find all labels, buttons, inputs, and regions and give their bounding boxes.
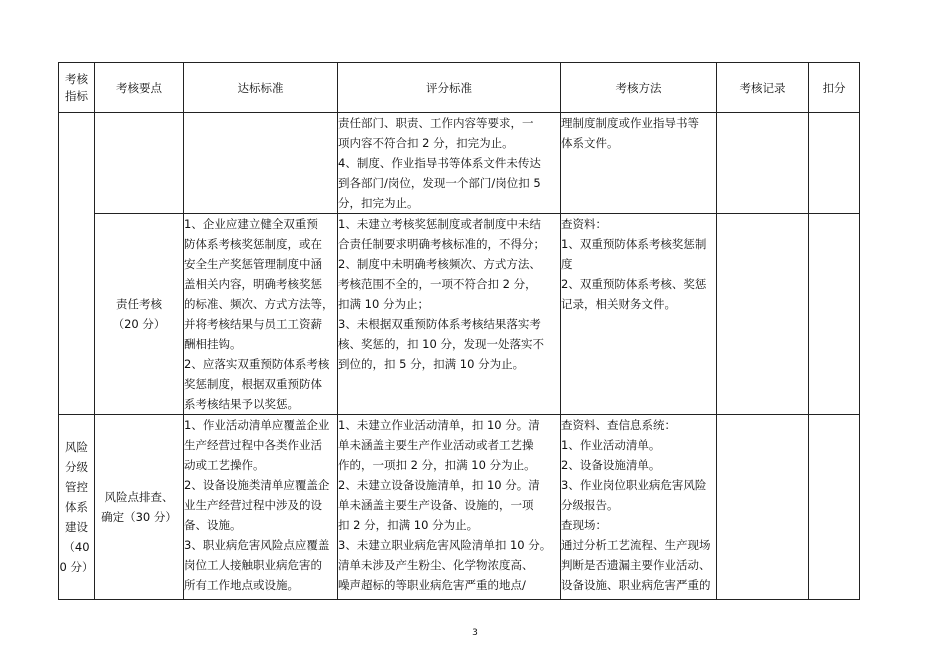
deduct-cell bbox=[809, 113, 860, 214]
record-cell bbox=[717, 113, 809, 214]
header-method: 考核方法 bbox=[561, 63, 717, 113]
standard-cell: 1、企业应建立健全双重预 防体系考核奖惩制度，或在 安全生产奖惩管理制度中涵 盖相关内容，明确考核奖惩 的标准、频次、方式方法等， 并将考核结果与员工工资薪 酬相挂钩。 2、应落实双重预防体系考核 奖惩制度，根据双重预防体 系考核结果予以奖惩。 bbox=[184, 214, 338, 415]
method-cell: 理制度制度或作业指导书等 体系文件。 bbox=[561, 113, 717, 214]
table-row bbox=[59, 113, 860, 214]
standard-cell bbox=[184, 113, 338, 214]
header-points: 考核要点 bbox=[95, 63, 184, 113]
points-cell: 风险点排查、 确定（30 分） bbox=[95, 415, 184, 600]
scoring-cell: 责任部门、职责、工作内容等要求，一 项内容不符合扣 2 分，扣完为止。 4、制度、作业指导书等体系文件未传达 到各部门/岗位，发现一个部门/岗位扣 5 分，扣完为止。 bbox=[338, 113, 561, 214]
record-cell bbox=[717, 415, 809, 600]
points-cell: 责任考核 （20 分） bbox=[95, 214, 184, 415]
deduct-cell bbox=[809, 214, 860, 415]
header-scoring: 评分标准 bbox=[338, 63, 561, 113]
table-row bbox=[59, 415, 860, 600]
scoring-cell: 1、未建立作业活动清单，扣 10 分。清 单未涵盖主要生产作业活动或者工艺操 作的，一项扣 2 分，扣满 10 分为止。 2、未建立设备设施清单，扣 10 分。清 单未涵盖主要生产设备、设施的，一项 扣 2 分，扣满 10 分为止。 3、未建立职业病危害风险清单扣 10 分。 清单未涉及产生粉尘、化学物浓度高、 噪声超标的等职业病危害严重的地点/ bbox=[338, 415, 561, 600]
table-header-row bbox=[59, 63, 860, 113]
table-row bbox=[59, 214, 860, 415]
scoring-cell: 1、未建立考核奖惩制度或者制度中未结 合责任制要求明确考核标准的，不得分； 2、制度中未明确考核频次、方式方法、 考核范围不全的，一项不符合扣 2 分， 扣满 10 分为止； 3、未根据双重预防体系考核结果落实考 核、奖惩的，扣 10 分，发现一处落实不 到位的，扣 5 分，扣满 10 分为止。 bbox=[338, 214, 561, 415]
indicator-cell-empty bbox=[59, 113, 95, 415]
header-record: 考核记录 bbox=[717, 63, 809, 113]
header-standard: 达标标准 bbox=[184, 63, 338, 113]
deduct-cell bbox=[809, 415, 860, 600]
points-cell bbox=[95, 113, 184, 214]
header-deduct: 扣分 bbox=[809, 63, 860, 113]
standard-cell: 1、作业活动清单应覆盖企业 生产经营过程中各类作业活 动或工艺操作。 2、设备设施类清单应覆盖企 业生产经营过程中涉及的设 备、设施。 3、职业病危害风险点应覆盖 岗位工人接触职业病危害的 所有工作地点或设施。 bbox=[184, 415, 338, 600]
method-cell: 查资料、查信息系统： 1、作业活动清单。 2、设备设施清单。 3、作业岗位职业病危害风险 分级报告。 查现场： 通过分析工艺流程、生产现场 判断是否遗漏主要作业活动、 设备设施、职业病危害严重的 bbox=[561, 415, 717, 600]
page-number: 3 bbox=[472, 628, 478, 638]
assessment-table bbox=[58, 62, 860, 600]
header-indicator: 考核 指标 bbox=[59, 63, 95, 113]
indicator-cell: 风险 分级 管控 体系 建设 （40 0 分） bbox=[59, 415, 95, 600]
method-cell: 查资料： 1、双重预防体系考核奖惩制 度 2、双重预防体系考核、奖惩 记录，相关财务文件。 bbox=[561, 214, 717, 415]
record-cell bbox=[717, 214, 809, 415]
